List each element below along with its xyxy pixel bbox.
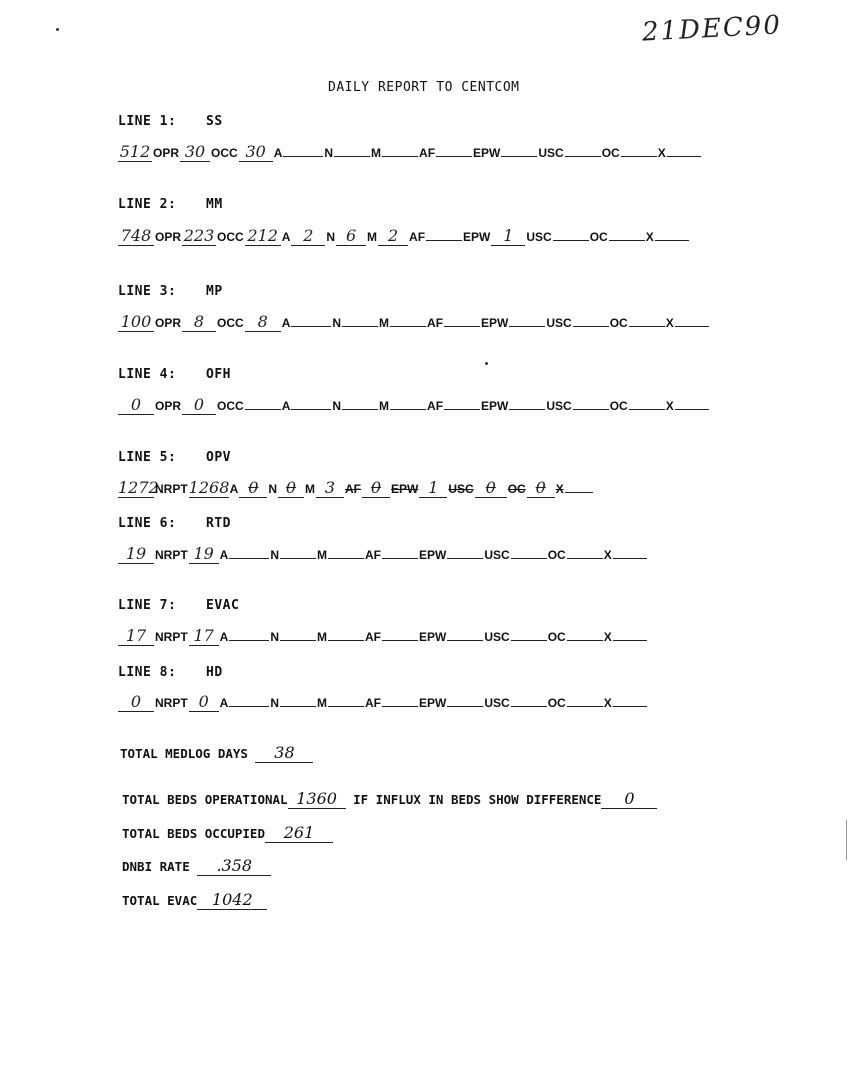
line-7-entries: 17 NRPT 17 A N M AF EPW USC OC X bbox=[118, 626, 647, 646]
total-beds-operational-label: TOTAL BEDS OPERATIONAL bbox=[122, 792, 288, 807]
dnbi-rate-field[interactable]: .358 bbox=[197, 857, 271, 876]
dnbi-rate-label: DNBI RATE bbox=[122, 859, 190, 874]
opr-count-field[interactable]: 0 bbox=[118, 396, 154, 415]
line-3-heading: LINE 3: MP bbox=[118, 284, 223, 299]
page-title: DAILY REPORT TO CENTCOM bbox=[328, 80, 520, 95]
occ-value-field[interactable]: 30 bbox=[180, 143, 210, 162]
total-medlog-label: TOTAL MEDLOG DAYS bbox=[120, 746, 248, 761]
line-6-heading: LINE 6: RTD bbox=[118, 516, 231, 531]
nrpt-field[interactable]: 19 bbox=[189, 545, 219, 564]
opr-count-field[interactable]: 100 bbox=[118, 313, 154, 332]
influx-difference-field[interactable]: 0 bbox=[601, 790, 657, 809]
scan-edge-mark bbox=[846, 820, 847, 860]
handwritten-date: 21DEC90 bbox=[641, 10, 783, 48]
line-5-heading: LINE 5: OPV bbox=[118, 450, 231, 465]
total-beds-occupied-row bbox=[122, 824, 333, 843]
line-1-heading: LINE 1: SS bbox=[118, 114, 223, 129]
occ-count-field[interactable]: 212 bbox=[245, 227, 281, 246]
occ-value-field[interactable]: 0 bbox=[182, 396, 216, 415]
line-2-entries: 748 OPR 223 OCC 212 A 2 N 6 M 2 AF EPW 1 USC OC X bbox=[118, 226, 689, 246]
occ-value-field[interactable]: 223 bbox=[183, 226, 215, 245]
total-beds-operational-row bbox=[122, 790, 657, 809]
total-beds-occupied-field[interactable]: 261 bbox=[265, 824, 333, 843]
line-7-heading: LINE 7: EVAC bbox=[118, 598, 240, 613]
total-medlog-row bbox=[120, 744, 313, 763]
occ-count-field[interactable]: 30 bbox=[239, 143, 273, 162]
total-medlog-field[interactable]: 38 bbox=[255, 744, 313, 763]
line-5-entries: 1272NRPT1268A 0 N 0 M 3 AF 0 EPW 1 USC 0 OC 0 X bbox=[118, 478, 593, 498]
total-evac-field[interactable]: 1042 bbox=[197, 891, 267, 910]
nrpt-field[interactable]: 1268 bbox=[188, 478, 230, 497]
line-4-entries: 0 OPR 0 OCC A N M AF EPW USC OC X bbox=[118, 395, 709, 415]
nrpt-field[interactable]: 0 bbox=[189, 693, 219, 712]
line-1-entries: 512 OPR 30 OCC 30 A N M AF EPW USC OC X bbox=[118, 142, 701, 162]
line-6-entries: 19 NRPT 19 A N M AF EPW USC OC X bbox=[118, 544, 647, 564]
occ-count-field[interactable]: 8 bbox=[245, 313, 281, 332]
count-field[interactable]: 17 bbox=[118, 627, 154, 646]
opr-count-field[interactable]: 512 bbox=[119, 142, 151, 161]
total-evac-label: TOTAL EVAC bbox=[122, 893, 198, 908]
line-4-heading: LINE 4: OFH bbox=[118, 367, 231, 382]
occ-count-field[interactable] bbox=[245, 395, 281, 410]
dnbi-rate-row bbox=[122, 857, 271, 876]
opr-count-field[interactable]: 748 bbox=[118, 227, 154, 246]
line-2-heading: LINE 2: MM bbox=[118, 197, 223, 212]
count-field[interactable]: 19 bbox=[118, 545, 154, 564]
count-field[interactable]: 1272 bbox=[118, 478, 159, 497]
total-beds-occupied-label: TOTAL BEDS OCCUPIED bbox=[122, 826, 265, 841]
line-8-entries: 0 NRPT 0 A N M AF EPW USC OC X bbox=[118, 692, 647, 712]
total-beds-operational-field[interactable]: 1360 bbox=[288, 790, 346, 809]
scan-speck bbox=[485, 362, 488, 365]
scan-speck bbox=[56, 28, 59, 31]
nrpt-field[interactable]: 17 bbox=[189, 627, 219, 646]
line-3-entries: 100 OPR 8 OCC 8 A N M AF EPW USC OC X bbox=[118, 312, 709, 332]
line-8-heading: LINE 8: HD bbox=[118, 665, 223, 680]
count-field[interactable]: 0 bbox=[118, 693, 154, 712]
total-evac-row bbox=[122, 891, 267, 910]
influx-label: IF INFLUX IN BEDS SHOW DIFFERENCE bbox=[353, 792, 602, 807]
occ-value-field[interactable]: 8 bbox=[182, 313, 216, 332]
